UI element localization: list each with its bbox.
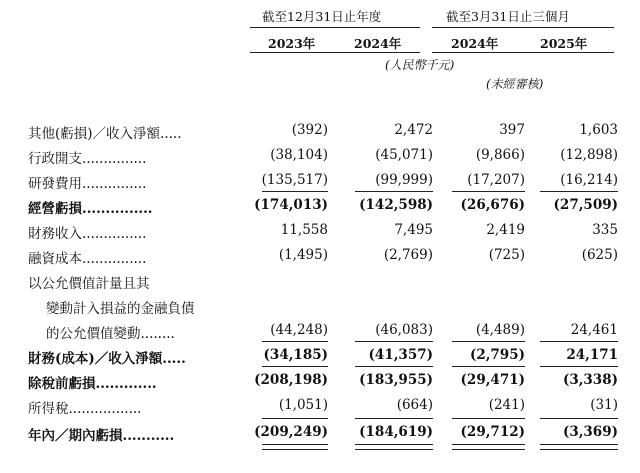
col-header-2024-q: 2024年 — [451, 36, 499, 51]
table-row — [0, 122, 640, 146]
subtotal-rule — [262, 418, 328, 419]
currency-note: (人民幣千元) — [385, 58, 455, 72]
subtotal-rule — [262, 366, 328, 367]
cell: (3,338) — [562, 372, 618, 388]
cell: (34,185) — [263, 347, 328, 363]
row-label: 融資成本............... — [28, 251, 147, 267]
cell: (3,369) — [562, 424, 618, 440]
row-label: 財務(成本)／收入淨額..... — [28, 351, 186, 367]
cell: (174,013) — [254, 197, 328, 213]
cell: (16,214) — [560, 172, 618, 188]
year-group-rule — [250, 27, 420, 28]
year-group-header: 截至12月31日止年度 — [262, 9, 382, 24]
cell: (2,795) — [469, 347, 525, 363]
row-label: 經營虧損............... — [28, 201, 153, 217]
cell: (38,104) — [270, 147, 328, 163]
table-row — [0, 297, 640, 321]
cell: (4,489) — [475, 322, 525, 338]
subtotal-rule — [452, 366, 525, 367]
row-label: 財務收入............... — [28, 226, 147, 242]
col-header-2023: 2023年 — [268, 36, 316, 51]
audit-note: (未經審核) — [486, 77, 544, 91]
cell: (29,712) — [460, 424, 525, 440]
cell: 397 — [499, 122, 525, 138]
subtotal-rule — [452, 418, 525, 419]
quarter-group-header: 截至3月31日止三個月 — [446, 9, 570, 24]
row-label: 年內／期內虧損........... — [28, 428, 175, 444]
table-row — [0, 247, 640, 271]
table-row — [0, 272, 640, 296]
subtotal-rule — [540, 341, 618, 342]
row-label: 的公允價值變動........ — [46, 326, 175, 342]
cell: (625) — [581, 247, 618, 263]
total-double-rule — [540, 444, 618, 450]
table-row — [0, 322, 640, 346]
cell: (31) — [590, 397, 618, 413]
subtotal-rule — [355, 341, 433, 342]
subtotal-rule — [540, 191, 618, 192]
table-row — [0, 372, 640, 396]
table-row — [0, 347, 640, 371]
year-columns-rule — [250, 52, 420, 53]
subtotal-rule — [262, 341, 328, 342]
cell: (2,769) — [383, 247, 433, 263]
cell: (9,866) — [475, 147, 525, 163]
cell: (44,248) — [270, 322, 328, 338]
table-row — [0, 197, 640, 221]
subtotal-rule — [540, 418, 618, 419]
cell: 2,472 — [394, 122, 433, 138]
cell: (41,357) — [368, 347, 433, 363]
cell: (45,071) — [375, 147, 433, 163]
subtotal-rule — [452, 341, 525, 342]
subtotal-rule — [355, 366, 433, 367]
cell: (135,517) — [261, 172, 328, 188]
cell: (184,619) — [359, 424, 433, 440]
cell: (26,676) — [460, 197, 525, 213]
table-row — [0, 172, 640, 196]
cell: (664) — [396, 397, 433, 413]
cell: 335 — [592, 222, 618, 238]
cell: 24,171 — [566, 347, 618, 363]
cell: (183,955) — [359, 372, 433, 388]
cell: (17,207) — [467, 172, 525, 188]
cell: 11,558 — [280, 222, 328, 238]
subtotal-rule — [540, 366, 618, 367]
row-label: 行政開支............... — [28, 151, 147, 167]
col-header-2024-fy: 2024年 — [354, 36, 402, 51]
subtotal-rule — [262, 191, 328, 192]
table-row — [0, 147, 640, 171]
row-label: 變動計入損益的金融負債 — [46, 301, 195, 317]
quarter-columns-rule — [432, 52, 614, 53]
col-header-2025: 2025年 — [540, 36, 588, 51]
cell: (12,898) — [560, 147, 618, 163]
cell: (392) — [291, 122, 328, 138]
total-double-rule — [262, 444, 328, 450]
cell: 1,603 — [579, 122, 618, 138]
cell: 7,495 — [394, 222, 433, 238]
total-double-rule — [355, 444, 433, 450]
total-double-rule — [452, 444, 525, 450]
cell: (209,249) — [254, 424, 328, 440]
cell: (1,051) — [278, 397, 328, 413]
cell: 24,461 — [570, 322, 618, 338]
row-label: 其他(虧損)／收入淨額..... — [28, 126, 182, 142]
subtotal-rule — [452, 191, 525, 192]
subtotal-rule — [355, 418, 433, 419]
quarter-group-rule — [432, 27, 614, 28]
cell: (29,471) — [460, 372, 525, 388]
row-label: 除稅前虧損............. — [28, 376, 157, 392]
row-label: 以公允價值計量且其 — [28, 276, 150, 292]
cell: (241) — [488, 397, 525, 413]
cell: 2,419 — [486, 222, 525, 238]
table-row — [0, 222, 640, 246]
row-label: 研發費用............... — [28, 176, 147, 192]
cell: (99,999) — [375, 172, 433, 188]
cell: (1,495) — [278, 247, 328, 263]
cell: (27,509) — [553, 197, 618, 213]
cell: (208,198) — [254, 372, 328, 388]
cell: (46,083) — [375, 322, 433, 338]
cell: (725) — [488, 247, 525, 263]
cell: (142,598) — [359, 197, 433, 213]
subtotal-rule — [355, 191, 433, 192]
row-label: 所得稅................. — [28, 401, 142, 417]
